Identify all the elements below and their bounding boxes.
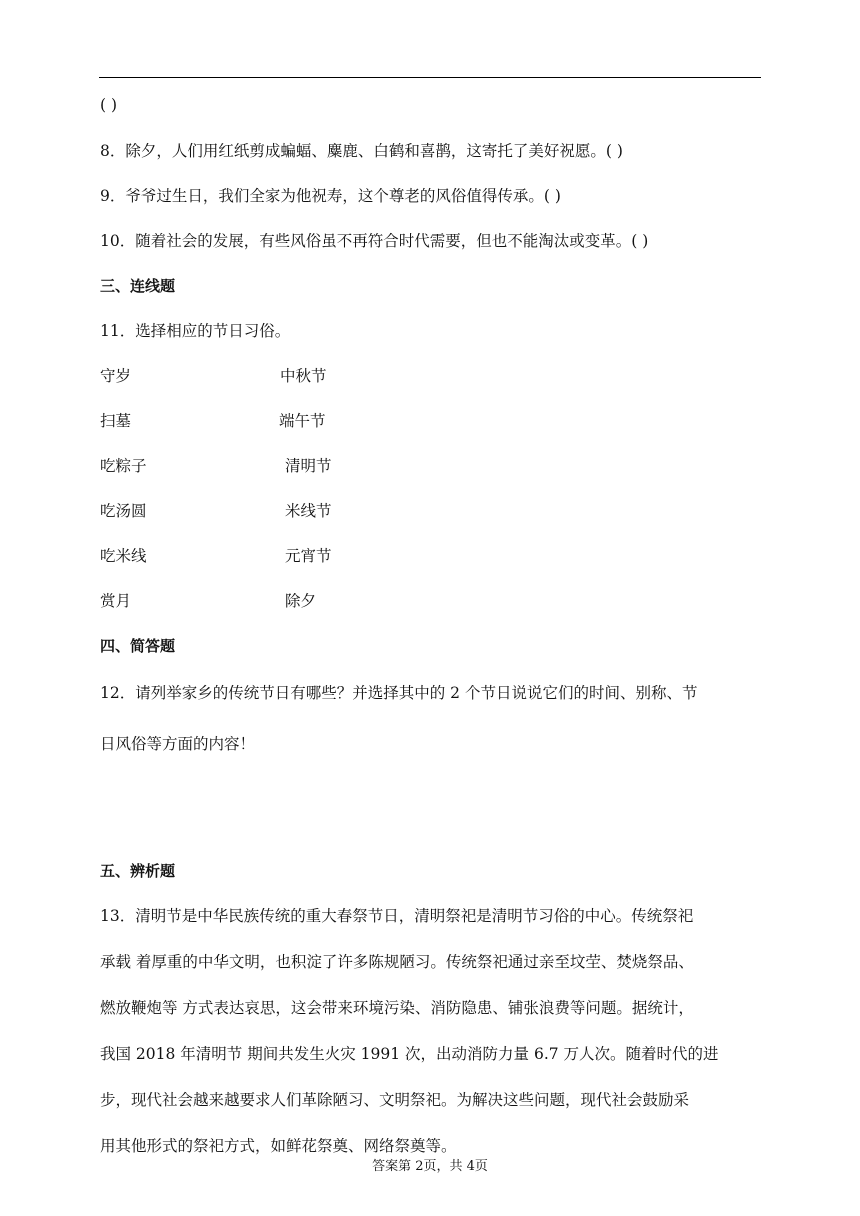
question-13-line: 步，现代社会越来越要求人们革除陋习、文明祭祀。为解决这些问题，现代社会鼓励采 <box>100 1091 690 1109</box>
match-left-item: 吃米线 <box>100 547 147 565</box>
question-13-line: 燃放鞭炮等 方式表达哀思，这会带来环境污染、消防隐患、铺张浪费等问题。据统计， <box>100 999 694 1017</box>
match-left-item: 赏月 <box>100 592 132 610</box>
match-right-item: 米线节 <box>285 502 332 520</box>
match-left-item: 吃粽子 <box>100 457 147 475</box>
section-heading-matching: 三、连线题 <box>100 277 176 295</box>
question-10: 10．随着社会的发展，有些风俗虽不再符合时代需要，但也不能淘汰或变革。( ) <box>100 232 649 250</box>
question-9: 9．爷爷过生日，我们全家为他祝寿，这个尊老的风俗值得传承。( ) <box>100 187 561 205</box>
page-footer: 答案第 2页，共 4页 <box>372 1159 488 1174</box>
question-13-line: 用其他形式的祭祀方式，如鲜花祭奠、网络祭奠等。 <box>100 1137 457 1155</box>
match-right-item: 除夕 <box>285 592 317 610</box>
question-13-line: 13．清明节是中华民族传统的重大春祭节日，清明祭祀是清明节习俗的中心。传统祭祀 <box>100 907 694 925</box>
section-heading-short-answer: 四、简答题 <box>100 637 176 655</box>
section-heading-analysis: 五、辨析题 <box>100 862 176 880</box>
question-12-line-2: 日风俗等方面的内容！ <box>100 735 256 753</box>
match-right-item: 中秋节 <box>280 367 327 385</box>
match-right-item: 清明节 <box>285 457 332 475</box>
match-left-item: 吃汤圆 <box>100 502 147 520</box>
question-13-line: 我国 2018 年清明节 期间共发生火灾 1991 次，出动消防力量 6.7 万人次。随着时代的进 <box>100 1045 719 1063</box>
question-11: 11．选择相应的节日习俗。 <box>100 322 291 340</box>
match-right-item: 端午节 <box>279 412 326 430</box>
question-12-line-1: 12．请列举家乡的传统节日有哪些？并选择其中的 2 个节日说说它们的时间、别称、节 <box>100 684 698 702</box>
match-left-item: 守岁 <box>100 367 132 385</box>
question-13-line: 承载 着厚重的中华文明，也积淀了许多陈规陋习。传统祭祀通过亲至坟茔、焚烧祭品、 <box>100 953 694 971</box>
match-right-item: 元宵节 <box>285 547 332 565</box>
header-rule <box>99 77 761 78</box>
answer-blank-q7: ( ) <box>100 96 118 114</box>
match-left-item: 扫墓 <box>100 412 132 430</box>
question-8: 8．除夕，人们用红纸剪成蝙蝠、麋鹿、白鹤和喜鹊，这寄托了美好祝愿。( ) <box>100 142 623 160</box>
